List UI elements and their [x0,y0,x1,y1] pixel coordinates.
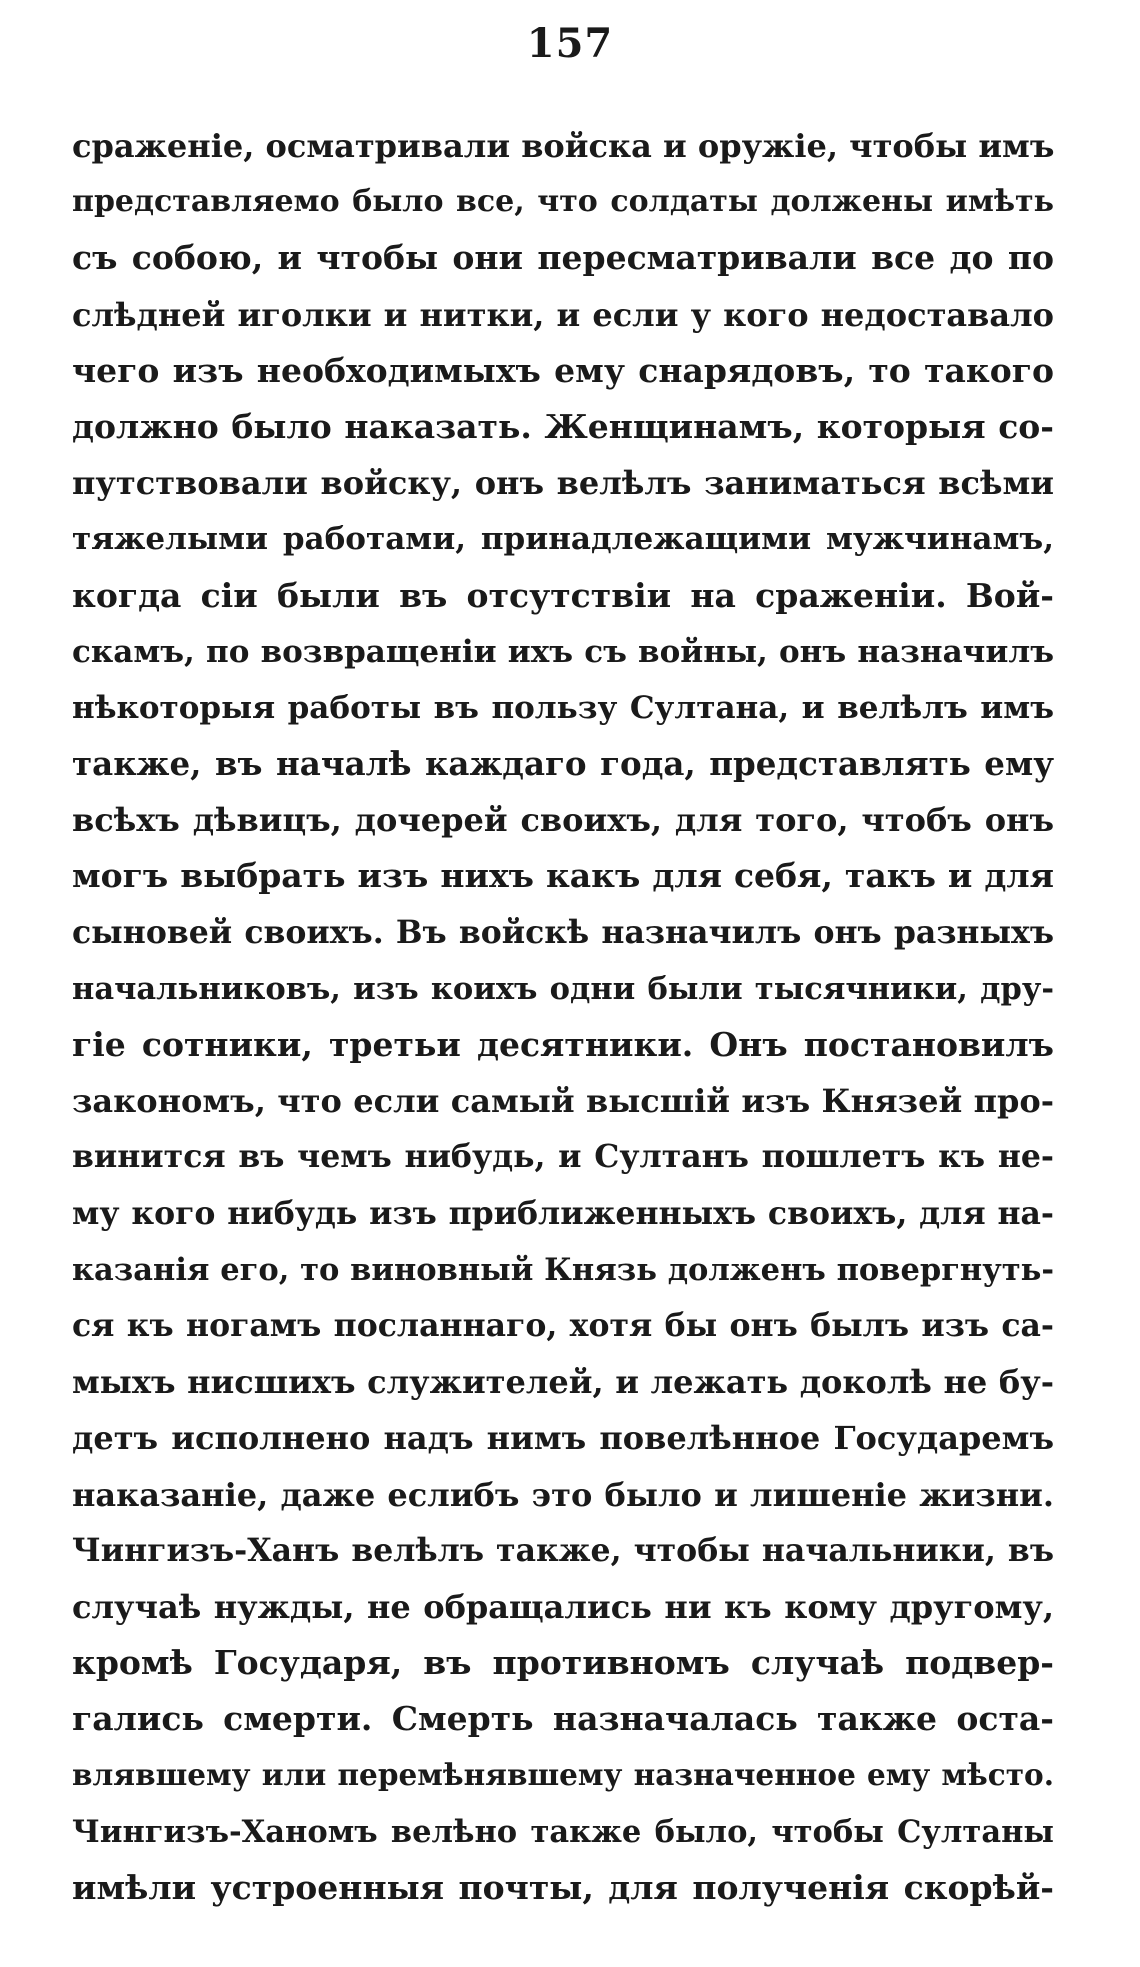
text-line: нѣкоторыя работы въ пользу Султана, и велѣлъ имъ [72,689,1054,726]
text-line: винится въ чемъ нибудь, и Султанъ пошлетъ къ не- [72,1138,1054,1176]
text-line: гались смерти. Смерть назначалась также оста- [72,1699,1054,1739]
text-line: му кого нибудь изъ приближенныхъ своихъ, для на- [72,1194,1054,1232]
text-line: чего изъ необходимыхъ ему снарядовъ, то такого [72,350,1054,390]
text-line: тяжелыми работами, принадлежащими мужчинамъ, [72,521,1054,558]
text-line: могъ выбрать изъ нихъ какъ для себя, такъ и для [72,856,1054,896]
page-number: 157 [526,20,614,67]
text-line: всѣхъ дѣвицъ, дочерей своихъ, для того, чтобъ онъ [72,801,1054,840]
body-text [72,118,1054,1916]
text-line: влявшему или перемѣнявшему назначенное ему мѣсто. [72,1757,1054,1793]
text-line: должно было наказать. Женщинамъ, которыя со- [72,406,1054,446]
text-line: имѣли устроенныя почты, для полученія скорѣй- [72,1867,1054,1907]
text-line: мыхъ нисшихъ служителей, и лежать доколѣ не бу- [72,1363,1054,1402]
text-line: также, въ началѣ каждаго года, представлять ему [72,744,1054,784]
text-line: ся къ ногамъ посланнаго, хотя бы онъ былъ изъ са- [72,1306,1054,1344]
text-line: представляемо было все, что солдаты должены имѣть [72,184,1054,220]
text-line: детъ исполнено надъ нимъ повелѣнное Государемъ [72,1419,1054,1458]
text-line: слѣдней иголки и нитки, и если у кого недоставало [72,295,1054,334]
text-line: казанія его, то виновный Князь долженъ повергнуть- [72,1251,1054,1288]
text-line: сраженіе, осматривали войска и оружіе, чтобы имъ [72,127,1054,165]
text-line: начальниковъ, изъ коихъ одни были тысячники, дру- [72,970,1054,1007]
text-line: случаѣ нужды, не обращались ни къ кому другому, [72,1587,1054,1626]
text-line: закономъ, что если самый высшій изъ Князей про- [72,1082,1054,1121]
text-line: Чингизъ-Ханомъ велѣно также было, чтобы Султаны [72,1813,1054,1850]
text-line: путствовали войску, онъ велѣлъ заниматься всѣми [72,464,1054,503]
text-line: Чингизъ-Ханъ велѣлъ также, чтобы начальники, въ [72,1531,1054,1569]
text-line: когда сіи были въ отсутствіи на сраженіи. Вой- [72,575,1054,615]
text-line: наказаніе, даже еслибъ это было и лишеніе жизни. [72,1475,1054,1514]
text-line: съ собою, и чтобы они пересматривали все до по [72,238,1054,278]
text-line: кромѣ Государя, въ противномъ случаѣ подвер- [72,1643,1054,1683]
text-line: скамъ, по возвращеніи ихъ съ войны, онъ назначилъ [72,633,1054,670]
text-line: гіе сотники, третьи десятники. Онъ постановилъ [72,1025,1054,1064]
text-line: сыновей своихъ. Въ войскѣ назначилъ онъ разныхъ [72,913,1054,951]
